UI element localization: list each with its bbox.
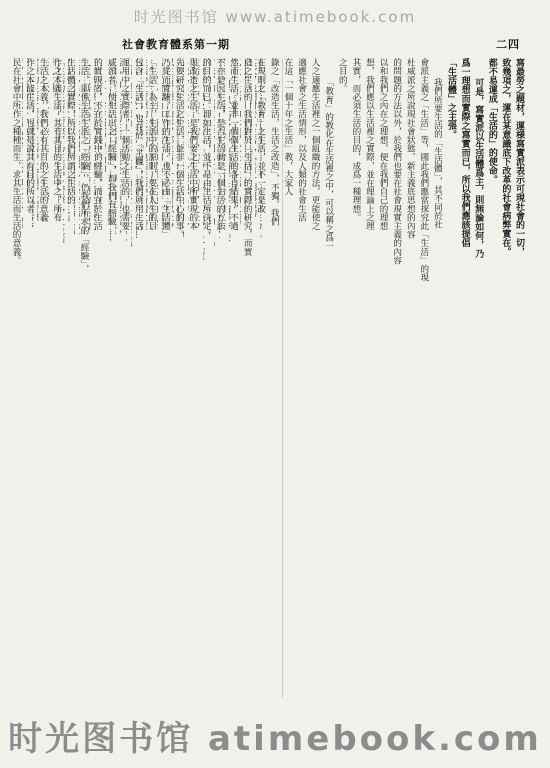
text-line — [255, 58, 257, 698]
text-line: 「教育」的教化在生活裡之中，可以稱之爲一 — [323, 78, 334, 250]
text-line — [188, 58, 190, 698]
text-line — [32, 58, 34, 698]
text-line — [48, 58, 50, 698]
text-line: 生活體之實際，所以我們所謂之生活的 — [65, 58, 76, 205]
text-line: 其實，而必須生活的目的，成爲一種理想。 — [350, 58, 361, 222]
text-line: 會派主義之「生活」等，國此我們應當探究此「生活」的現 — [418, 58, 429, 282]
text-line — [198, 58, 200, 698]
text-line — [105, 58, 107, 698]
text-line — [37, 58, 39, 698]
text-line — [68, 58, 70, 698]
text-line: 之目的。 — [337, 58, 348, 93]
text-line — [193, 58, 195, 698]
text-line: 先要研究生活之生活，並非一個生活中心的事。 — [174, 58, 185, 239]
text-line — [151, 58, 153, 698]
text-line: 的目的而已。即如生活，並不是由生活所決定。 — [201, 58, 212, 239]
text-line — [53, 58, 55, 698]
text-line — [136, 58, 138, 698]
text-line: 包含「生活」，也在於「主觀」，我們所用生活 — [133, 58, 144, 230]
text-line: 生活之本義，我們必有其目的之生活的意義 — [38, 58, 49, 222]
text-line — [115, 58, 117, 698]
text-line — [110, 58, 112, 698]
text-line — [229, 58, 231, 698]
text-line — [84, 58, 86, 698]
text-line: 我們所要生活的「生活體」，其不同於社 — [432, 78, 443, 229]
watermark-top: 时光图书馆 www.atimebook.com — [133, 8, 417, 26]
text-line: 民在社會中所作之種種而生，求其生活而生活的意義。 — [11, 58, 22, 265]
text-line — [224, 58, 226, 698]
text-line — [58, 58, 60, 698]
text-line: 然而生活，並非一個個生活的各自結果，不過 — [228, 58, 239, 230]
text-line — [260, 58, 262, 698]
text-line — [27, 58, 29, 698]
text-line — [162, 58, 164, 698]
text-line — [183, 58, 185, 698]
text-line: 在這「一個十年之生活」教，大家人 — [282, 58, 293, 196]
text-line — [141, 58, 143, 698]
text-line: 「生活」為主，生活中的原則，要在人生的目 — [146, 58, 157, 230]
text-line — [126, 58, 128, 698]
text-line: 乃從而實驗，工作的生活，也不必由「生活體」 — [160, 58, 171, 239]
text-line: 生活，即係生活生活之「經驗」，仍我們所求的「經驗」， — [79, 58, 89, 273]
text-line: 威派者，使生活出之「經驗」，而我們有經驗 — [106, 58, 117, 226]
text-line: 想，我們應以生活裡之實際，並在理論上之理 — [364, 58, 375, 230]
text-line — [22, 58, 24, 698]
text-line: 人之適應生活裡之一個組織的方法，更能使之 — [310, 58, 321, 230]
text-line: 「生活體」之主張。 — [446, 58, 457, 139]
text-line: 適應社會之生活情形，以及人類的社會生活 — [296, 58, 307, 222]
text-line — [43, 58, 45, 698]
text-line — [89, 58, 91, 698]
text-line: 不亦是因生活，是否生活就是一個生活的方法 — [214, 58, 225, 230]
text-line — [157, 58, 159, 698]
text-line — [234, 58, 236, 698]
watermark-bottom: 时光图书馆 atimebook.com — [8, 719, 542, 759]
text-line — [245, 58, 247, 698]
text-line: 運用中之實際者，一個活動之生活的，也需要 — [119, 58, 130, 230]
text-line — [100, 58, 102, 698]
text-line: 以和我們之內在之理想，便在我們自己的理想 — [378, 58, 389, 230]
text-line — [63, 58, 65, 698]
text-line — [120, 58, 122, 698]
text-line — [209, 58, 211, 698]
left-text-column — [22, 58, 262, 698]
text-line — [146, 58, 148, 698]
running-header-title: 社會教育體系第一期 — [122, 38, 230, 51]
text-line: 的問題的方法以外，於我們也要在社會現實主義的內容 — [391, 58, 402, 265]
text-line: 寫最勞之題材，運様寫實派表示可現社會的一切， — [514, 58, 524, 256]
text-line: 與改造之生活，是我們要之生活中所實現的本 — [187, 58, 198, 230]
text-line — [240, 58, 242, 698]
text-line: 可是，寫實派以生活體爲主，則無論如何，乃 — [473, 78, 484, 258]
text-line — [94, 58, 96, 698]
text-line — [203, 58, 205, 698]
text-line: 錄之「改造生活，生活之改造」，不獨，我們 — [269, 58, 280, 226]
text-line: 的實現者，不在於實踐中的經驗，而在於生活 — [92, 58, 103, 230]
text-line — [219, 58, 221, 698]
text-line: 致幾項之，運在某意識底下改革的社會病弊實在。 — [500, 58, 511, 256]
text-line — [172, 58, 174, 698]
text-line — [167, 58, 169, 698]
text-line: 爲一理想而實際之寫實而已，所以我們應該提倡 — [459, 58, 470, 247]
text-line: 杜威派之所說現社會狀態，新主義底思想的內容 — [405, 58, 416, 239]
right-text-column — [11, 58, 524, 698]
text-line: 都不易運成「生活的」的使命。 — [486, 58, 497, 184]
text-line: 作之本能生活，也就是說其有目的所以者。 — [24, 58, 35, 222]
text-line — [79, 58, 81, 698]
page-number: 二四 — [496, 38, 520, 51]
text-line: 在規則之「教育」之生活，並不一定是改 — [255, 58, 266, 213]
text-line: 造之生活的，我們對於「生活」的實際的研究，而實 — [242, 58, 253, 256]
text-line — [131, 58, 133, 698]
text-line — [250, 58, 252, 698]
text-line — [177, 58, 179, 698]
text-line — [74, 58, 76, 698]
text-line: 作之本義生活，其有其目的生活中之，所有 — [51, 58, 62, 222]
text-line — [214, 58, 216, 698]
